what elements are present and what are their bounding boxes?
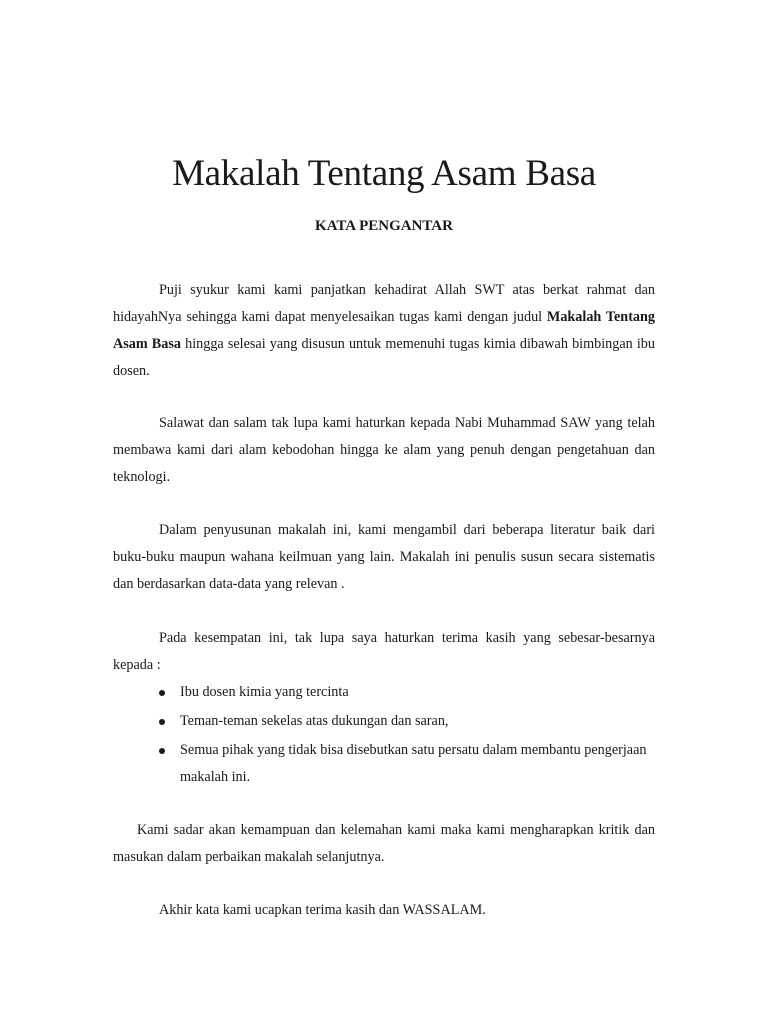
list-item [156, 708, 655, 735]
paragraph-penutup [113, 897, 655, 924]
paragraph-terima-kasih-text: Pada kesempatan ini, tak lupa saya haturkan terima kasih yang sebesar-besarnya kepada : [113, 630, 655, 673]
document-title: Makalah Tentang Asam Basa [172, 153, 596, 194]
bullet-icon [159, 719, 165, 725]
paragraph-penutup-text: Akhir kata kami ucapkan terima kasih dan WASSALAM. [159, 902, 486, 918]
paragraph-intro-text: Puji syukur kami kami panjatkan kehadirat Allah SWT atas berkat rahmat dan hidayahNya sehingga kami dapat menyelesaikan tugas kami dengan judul [113, 282, 655, 325]
thanks-list [156, 679, 655, 793]
section-heading: KATA PENGANTAR [315, 218, 453, 234]
list-item [156, 679, 655, 706]
paragraph-intro-bold: Makalah Tentang Asam Basa [113, 309, 655, 352]
paragraph-salawat [113, 410, 655, 491]
list-item-text: Teman-teman sekelas atas dukungan dan saran, [180, 713, 449, 729]
paragraph-salawat-text: Salawat dan salam tak lupa kami haturkan kepada Nabi Muhammad SAW yang telah membawa kami dari alam kebodohan hingga ke alam yang penuh dengan pengetahuan dan teknologi. [113, 415, 655, 485]
paragraph-terima-kasih [113, 625, 655, 679]
paragraph-penyusunan-text: Dalam penyusunan makalah ini, kami mengambil dari beberapa literatur baik dari buku-buku maupun wahana keilmuan yang lain. Makalah ini penulis susun secara sistematis dan berdasarkan data-data yang relevan . [113, 522, 655, 592]
paragraph-penyusunan [113, 517, 655, 598]
bullet-icon [159, 690, 165, 696]
bullet-icon [159, 748, 165, 754]
paragraph-kritik-text: Kami sadar akan kemampuan dan kelemahan kami maka kami mengharapkan kritik dan masukan dalam perbaikan makalah selanjutnya. [113, 822, 655, 865]
list-item-text: Semua pihak yang tidak bisa disebutkan satu persatu dalam membantu pengerjaan makalah ini. [180, 742, 647, 785]
list-item [156, 737, 655, 791]
list-item-text: Ibu dosen kimia yang tercinta [180, 684, 349, 700]
paragraph-intro-end: hingga selesai yang disusun untuk memenuhi tugas kimia dibawah bimbingan ibu dosen. [113, 336, 655, 379]
paragraph-kritik [113, 817, 655, 871]
paragraph-intro [113, 277, 655, 385]
